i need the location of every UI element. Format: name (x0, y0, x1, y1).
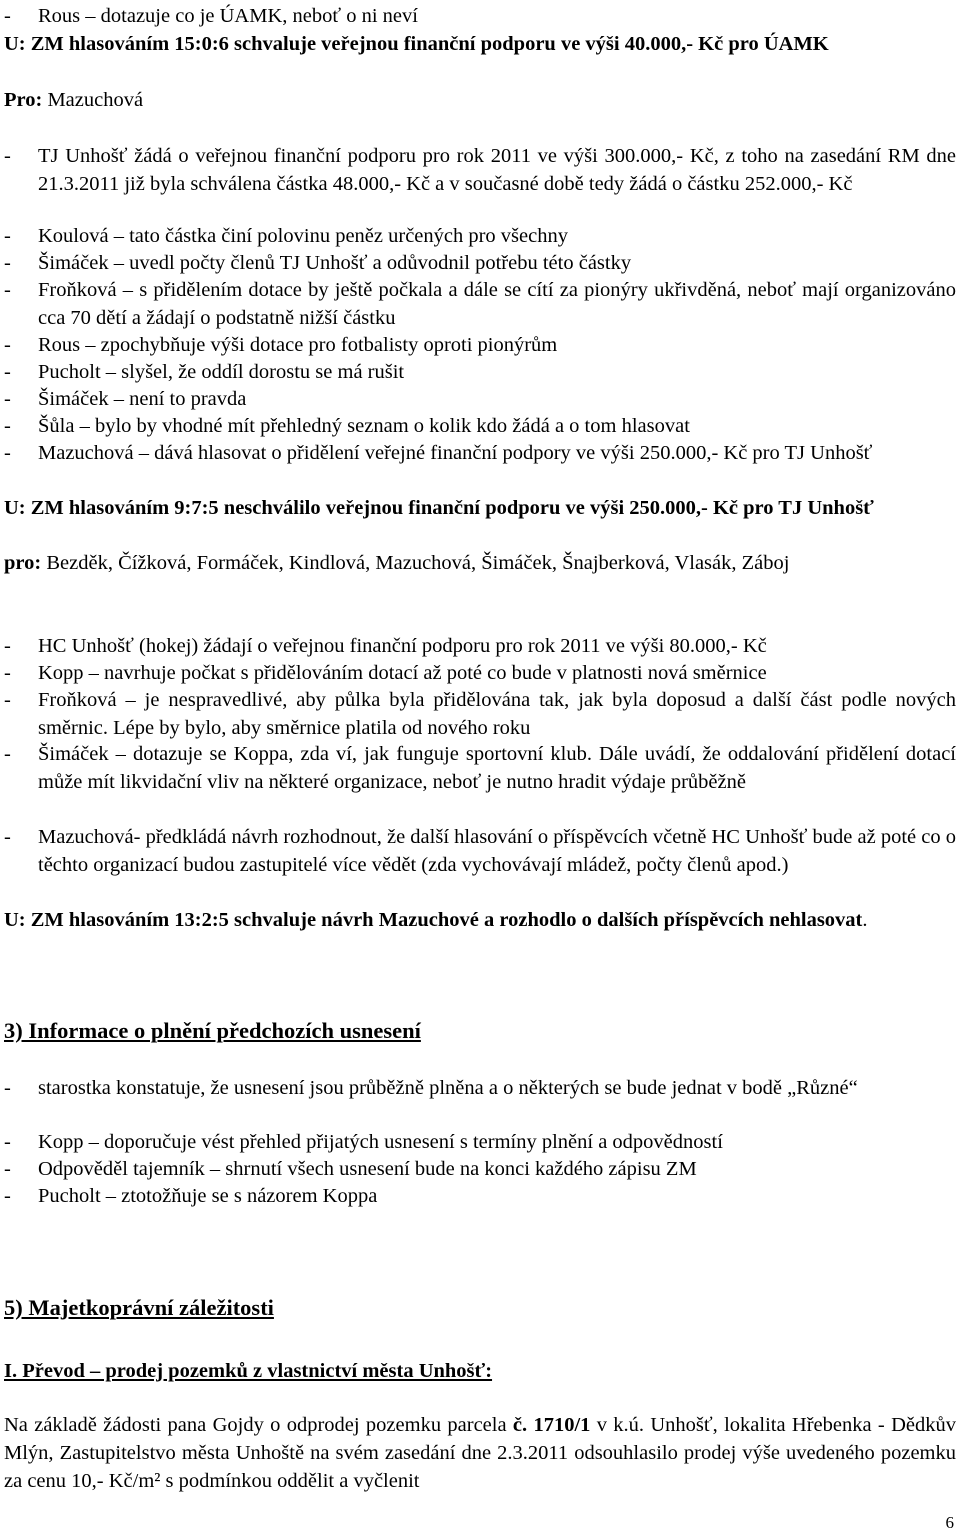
item-text: HC Unhošť (hokej) žádají o veřejnou finanční podporu pro rok 2011 ve výši 80.000,- Kč (38, 635, 767, 657)
list-item (4, 358, 956, 386)
list-item (4, 412, 956, 440)
resolution-tj (4, 494, 956, 522)
resolution-text: U: ZM hlasováním 9:7:5 neschválilo veřejnou finanční podporu ve výši 250.000,- Kč pro TJ Unhošť (4, 497, 874, 519)
list-dash: - (4, 361, 11, 383)
list-item (4, 740, 956, 796)
list-item (4, 331, 956, 359)
section-heading-5: 5) Majetkoprávní záležitosti (4, 1295, 274, 1320)
item-text: Koulová – tato částka činí polovinu peněz určených pro všechny (38, 225, 568, 247)
list-item (4, 1155, 956, 1183)
list-dash: - (4, 252, 11, 274)
page-number: 6 (945, 1513, 954, 1532)
list-item (4, 659, 956, 687)
item-text: Rous – dotazuje co je ÚAMK, neboť o ni neví (38, 5, 418, 27)
resolution-text: U: ZM hlasováním 15:0:6 schvaluje veřejnou finanční podporu ve výši 40.000,- Kč pro ÚAMK (4, 33, 829, 55)
resolution-text: U: ZM hlasováním 13:2:5 schvaluje návrh Mazuchové a rozhodlo o dalších příspěvcích nehlasovat (4, 909, 863, 931)
list-dash: - (4, 415, 11, 437)
vote-names: Bezděk, Čížková, Formáček, Kindlová, Mazuchová, Šimáček, Šnajberková, Vlasák, Záboj (41, 552, 790, 574)
vote-pro-tj (4, 549, 956, 577)
resolution-period: . (862, 909, 868, 931)
item-text: TJ Unhošť žádá o veřejnou finanční podporu pro rok 2011 ve výši 300.000,- Kč, z toho na zasedání RM dne 21.3.2011 již byla schválena částka 48.000,- Kč a v současné době tedy žádá o částku 252.000,- Kč (38, 145, 956, 195)
list-dash: - (4, 225, 11, 247)
list-item (4, 249, 956, 277)
item-text: Kopp – doporučuje vést přehled přijatých usnesení s termíny plnění a odpovědností (38, 1131, 723, 1153)
list-dash: - (4, 334, 11, 356)
list-dash: - (4, 388, 11, 410)
item-text: Kopp – navrhuje počkat s přidělováním dotací až poté co bude v platnosti nová směrnice (38, 662, 767, 684)
final-paragraph (4, 1411, 956, 1495)
list-dash: - (4, 145, 11, 167)
list-dash: - (4, 662, 11, 684)
list-item (4, 142, 956, 198)
list-dash: - (4, 1185, 11, 1207)
list-item (4, 1128, 956, 1156)
item-text: Odpověděl tajemník – shrnutí všech usnesení bude na konci každého zápisu ZM (38, 1158, 697, 1180)
vote-label: Pro: (4, 89, 43, 111)
list-item (4, 439, 956, 467)
item-text: Froňková – je nespravedlivé, aby půlka byla přidělována tak, jak byla doposud a další část podle nových směrnic. Lépe by bylo, aby směrnice platila od nového roku (38, 689, 956, 739)
list-item (4, 1182, 956, 1210)
section-heading-3: 3) Informace o plnění předchozích usnesení (4, 1018, 421, 1043)
list-dash: - (4, 442, 11, 464)
item-text: Pucholt – slyšel, že oddíl dorostu se má rušit (38, 361, 405, 383)
list-item (4, 2, 956, 30)
list-dash: - (4, 1158, 11, 1180)
resolution-mazuchove (4, 906, 956, 934)
list-dash: - (4, 279, 11, 301)
item-text: Šimáček – uvedl počty členů TJ Unhošť a odůvodnil potřebu této částky (38, 252, 632, 274)
list-dash: - (4, 5, 11, 27)
list-dash: - (4, 1077, 11, 1099)
list-dash: - (4, 635, 11, 657)
list-item (4, 686, 956, 742)
item-text: Rous – zpochybňuje výši dotace pro fotbalisty oproti pionýrům (38, 334, 558, 356)
vote-pro-uamk (4, 86, 956, 114)
list-dash: - (4, 826, 11, 848)
item-text: Froňková – s přidělením dotace by ještě počkala a dále se cítí za pionýry ukřivděná, neboť mají organizováno cca 70 dětí a žádají o podstatně nižší částku (38, 279, 956, 329)
paragraph-text-cont: v k.ú. Unhošť, lokalita Hřebenka - Dědkův Mlýn, Zastupitelstvo města Unhoště na svém zasedání dne 2.3.2011 odsouhlasilo prodej výše uvedeného pozemku za cenu 10,- Kč/m² s podmínkou oddělit a vyčlenit (4, 1414, 956, 1492)
list-item (4, 222, 956, 250)
item-text: Mazuchová- předkládá návrh rozhodnout, že další hlasování o příspěvcích včetně HC Unhošť bude až poté co o těchto organizací budou zastupitelé více vědět (zda vychovávají mládež, počty členů apod.) (38, 826, 956, 876)
item-text: Šimáček – dotazuje se Koppa, zda ví, jak funguje sportovní klub. Dále uvádí, že oddalování přidělení dotací může mít likvidační vliv na některé organizace, neboť je nutno hradit výdaje průběžně (38, 743, 956, 793)
item-text: Pucholt – ztotožňuje se s názorem Koppa (38, 1185, 378, 1207)
paragraph-text: Na základě žádosti pana Gojdy o odprodej pozemku parcela (4, 1414, 513, 1436)
subsection-heading-I: I. Převod – prodej pozemků z vlastnictví města Unhošť: (4, 1360, 493, 1382)
list-item (4, 1074, 956, 1102)
parcel-number: č. 1710/1 (512, 1414, 591, 1436)
item-text: starostka konstatuje, že usnesení jsou průběžně plněna a o některých se bude jednat v bodě „Různé“ (38, 1077, 858, 1099)
resolution-uamk (4, 30, 956, 58)
list-dash: - (4, 689, 11, 711)
item-text: Mazuchová – dává hlasovat o přidělení veřejné finanční podpory ve výši 250.000,- Kč pro TJ Unhošť (38, 442, 873, 464)
list-item (4, 632, 956, 660)
vote-names: Mazuchová (42, 89, 144, 111)
list-dash: - (4, 743, 11, 765)
item-text: Šimáček – není to pravda (38, 388, 247, 410)
list-item (4, 385, 956, 413)
item-text: Šůla – bylo by vhodné mít přehledný seznam o kolik kdo žádá a o tom hlasovat (38, 415, 690, 437)
vote-label: pro: (4, 552, 42, 574)
list-item (4, 276, 956, 332)
list-dash: - (4, 1131, 11, 1153)
list-item (4, 823, 956, 879)
